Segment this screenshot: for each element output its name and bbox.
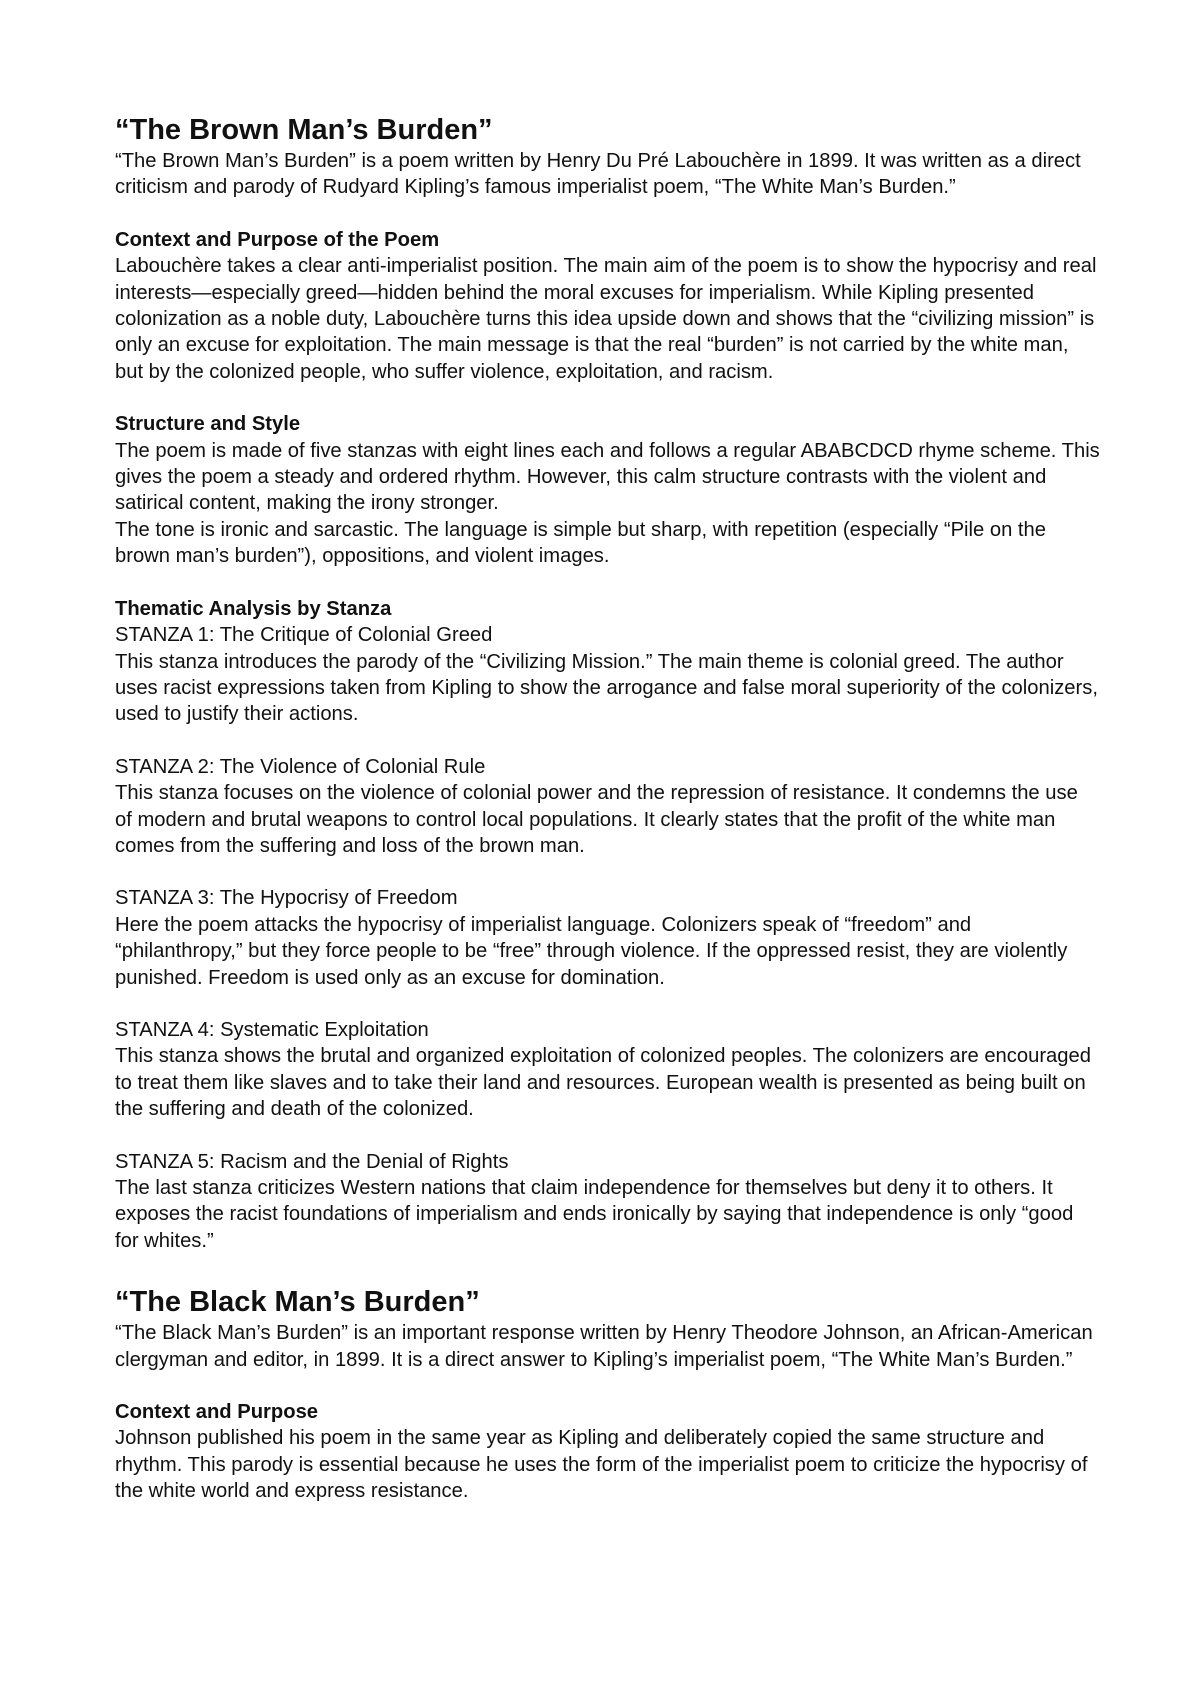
black-context-paragraph: Johnson published his poem in the same year as Kipling and deliberately copied the same structure and rhythm. This parody is essential because he uses the form of the imperialist poem to criticize the hypocrisy of the white world and express resistance. [115,1427,1088,1503]
heading-thematic-analysis-by-stanza: Thematic Analysis by Stanza [115,597,392,620]
stanza-4-text: This stanza shows the brutal and organized exploitation of colonized peoples. The colonizers are encouraged to treat them like slaves and to take their land and resources. European wealth is presented as being built on the suffering and death of the colonized. [115,1045,1091,1121]
stanza-2-text: This stanza focuses on the violence of colonial power and the repression of resistance. It condemns the use of modern and brutal weapons to control local populations. It clearly states that the profit of the white man comes from the suffering and loss of the brown man. [115,782,1078,857]
heading-context-and-purpose-of-the-poem: Context and Purpose of the Poem [115,228,440,251]
black-intro-paragraph: “The Black Man’s Burden” is an important response written by Henry Theodore Johnson, an African-American clergyman and editor, in 1899. It is a direct answer to Kipling’s imperialist poem, “The White Man’s Burden.” [115,1322,1093,1371]
section-title-brown-mans-burden: “The Brown Man’s Burden” [115,114,493,146]
stanza-1-block [115,622,1100,728]
brown-structure-paragraph-1: The poem is made of five stanzas with eight lines each and follows a regular ABABCDCD rhyme scheme. This gives the poem a steady and ordered rhythm. However, this calm structure contrasts with the violent and satirical content, making the irony stronger. [115,439,1100,515]
brown-structure-paragraph-2: The tone is ironic and sarcastic. The language is simple but sharp, with repetition (especially “Pile on the brown man’s burden”), oppositions, and violent images. [115,518,1046,568]
heading-structure-and-style: Structure and Style [115,413,301,436]
heading-context-and-purpose: Context and Purpose [115,1401,319,1424]
document-page [115,112,1100,1505]
stanza-3-text: Here the poem attacks the hypocrisy of imperialist language. Colonizers speak of “freedom” and “philanthropy,” but they force people to be “free” through violence. If the oppressed resist, they are violently punished. Freedom is used only as an excuse for domination. [115,913,1068,989]
stanza-4-heading: STANZA 4: Systematic Exploitation [115,1018,429,1041]
stanza-3-heading: STANZA 3: The Hypocrisy of Freedom [115,887,458,910]
brown-context-paragraph: Labouchère takes a clear anti-imperialist position. The main aim of the poem is to show the hypocrisy and real interests—especially greed—hidden behind the moral excuses for imperialism. While Kipling presented colonization as a noble duty, Labouchère turns this idea upside down and shows that the “civilizing mission” is only an excuse for exploitation. The main message is that the real “burden” is not carried by the white man, but by the colonized people, who suffer violence, exploitation, and racism. [115,255,1097,383]
stanza-1-heading: STANZA 1: The Critique of Colonial Greed [115,624,493,647]
stanza-5-block [115,1149,1100,1255]
stanza-4-block [115,1017,1100,1123]
section-title-black-mans-burden: “The Black Man’s Burden” [115,1286,480,1319]
stanza-1-text: This stanza introduces the parody of the “Civilizing Mission.” The main theme is colonial greed. The author uses racist expressions taken from Kipling to show the arrogance and false moral superiority of the colonizers, used to justify their actions. [115,650,1098,726]
stanza-2-block [115,754,1100,860]
stanza-2-heading: STANZA 2: The Violence of Colonial Rule [115,755,486,778]
stanza-5-heading: STANZA 5: Racism and the Denial of Rights [115,1150,509,1173]
brown-intro-paragraph: “The Brown Man’s Burden” is a poem written by Henry Du Pré Labouchère in 1899. It was written as a direct criticism and parody of Rudyard Kipling’s famous imperialist poem, “The White Man’s Burden.” [115,150,1081,199]
stanza-3-block [115,885,1100,991]
stanza-5-text: The last stanza criticizes Western nations that claim independence for themselves but deny it to others. It exposes the racist foundations of imperialism and ends ironically by saying that independence is only “good for whites.” [115,1177,1074,1252]
